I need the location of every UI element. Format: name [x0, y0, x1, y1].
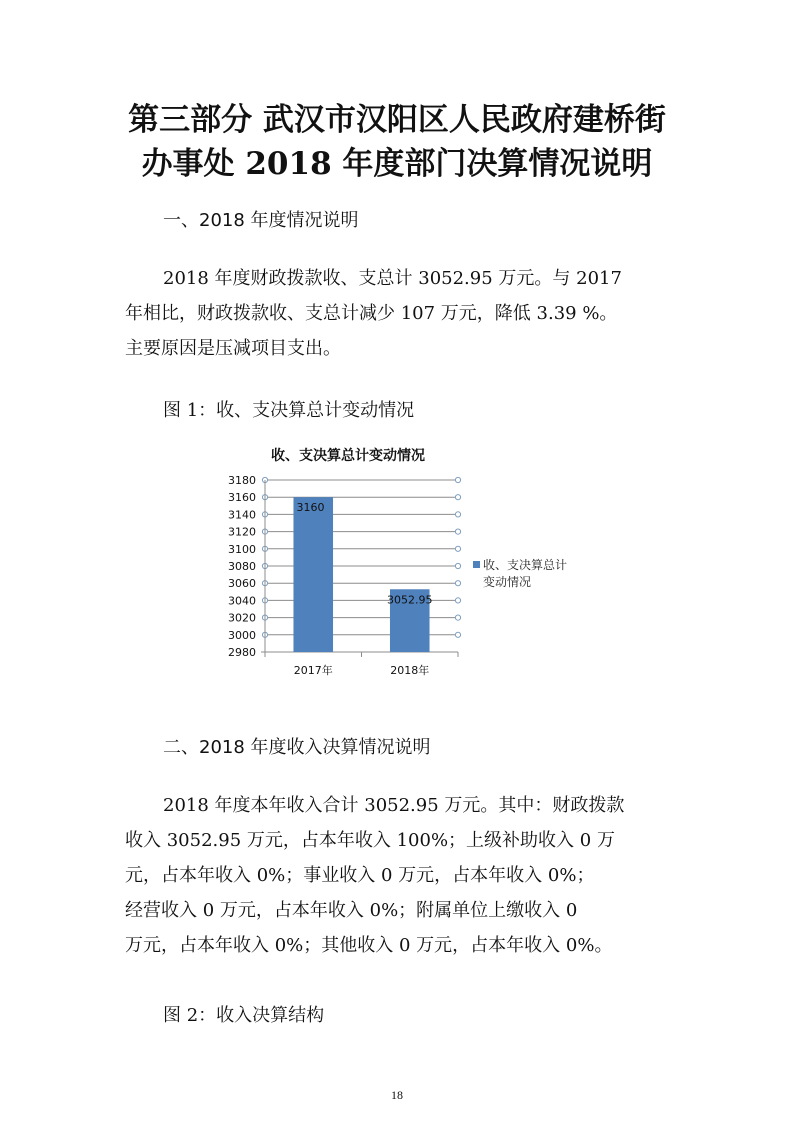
chart-gridlines: [261, 477, 461, 657]
bar-data-label: 3160: [296, 501, 325, 515]
x-tick-label: 2017年: [293, 664, 333, 677]
gridline-marker: [455, 581, 460, 586]
legend-label-line-2: 变动情况: [483, 575, 532, 589]
bar-chart: [200, 430, 600, 690]
paragraph-line: 2018 年度财政拨款收、支总计 3052.95 万元。与 2017: [163, 268, 622, 289]
y-tick-label: 2980: [228, 646, 256, 659]
paragraph-line: 年相比，财政拨款收、支总计减少 107 万元，降低 3.39 %。: [125, 303, 618, 324]
chart-title: 收、支决算总计变动情况: [271, 448, 425, 464]
document-title-line-2: 办事处 2018 年度部门决算情况说明: [141, 146, 653, 182]
y-tick-label: 3180: [228, 474, 256, 487]
page-number: 18: [391, 1088, 403, 1102]
legend-swatch: [473, 561, 480, 568]
gridline-marker: [455, 529, 460, 534]
gridline-marker: [455, 563, 460, 568]
chart-bars: [293, 497, 432, 652]
y-tick-label: 3120: [228, 525, 256, 539]
paragraph-line: 收入 3052.95 万元，占本年收入 100%；上级补助收入 0 万: [125, 830, 615, 851]
gridline-marker: [455, 632, 460, 637]
y-tick-label: 3140: [228, 508, 256, 522]
paragraph-line: 主要原因是压减项目支出。: [125, 338, 341, 359]
gridline-marker: [455, 477, 460, 482]
paragraph-line: 万元，占本年收入 0%；其他收入 0 万元，占本年收入 0%。: [125, 935, 613, 956]
paragraph-line: 2018 年度本年收入合计 3052.95 万元。其中：财政拨款: [163, 795, 625, 816]
paragraph-line: 经营收入 0 万元，占本年收入 0%；附属单位上缴收入 0: [125, 900, 578, 921]
y-tick-label: 3060: [228, 577, 256, 591]
section-2-heading: 二、2018 年度收入决算情况说明: [163, 737, 431, 758]
y-tick-label: 3020: [228, 611, 256, 625]
bar-data-label: 3052.95: [387, 593, 433, 607]
gridline-marker: [455, 546, 460, 551]
section-1-heading: 一、2018 年度情况说明: [163, 210, 359, 231]
chart-x-tick-labels: [294, 663, 430, 677]
figure-1-caption: 图 1：收、支决算总计变动情况: [163, 400, 415, 421]
gridline-marker: [455, 495, 460, 500]
y-tick-label: 3080: [228, 560, 256, 573]
y-tick-label: 3160: [228, 491, 256, 505]
gridline-marker: [455, 598, 460, 603]
section-1-paragraph: [125, 261, 685, 366]
gridline-marker: [455, 615, 460, 620]
paragraph-line: 元，占本年收入 0%；事业收入 0 万元，占本年收入 0%；: [125, 865, 595, 886]
section-2-paragraph: [125, 788, 685, 963]
legend-label-line-1: 收、支决算总计: [483, 558, 568, 572]
x-tick-label: 2018年: [390, 664, 430, 677]
document-title-line-1: 第三部分 武汉市汉阳区人民政府建桥街: [128, 102, 666, 138]
y-tick-label: 3000: [228, 628, 256, 642]
gridline-marker: [455, 512, 460, 517]
y-tick-label: 3100: [228, 542, 256, 556]
chart-y-tick-labels: [228, 474, 256, 659]
y-tick-label: 3040: [228, 594, 256, 608]
bar: [293, 497, 333, 652]
figure-2-caption: 图 2：收入决算结构: [163, 1005, 325, 1026]
chart-legend: [473, 557, 567, 589]
